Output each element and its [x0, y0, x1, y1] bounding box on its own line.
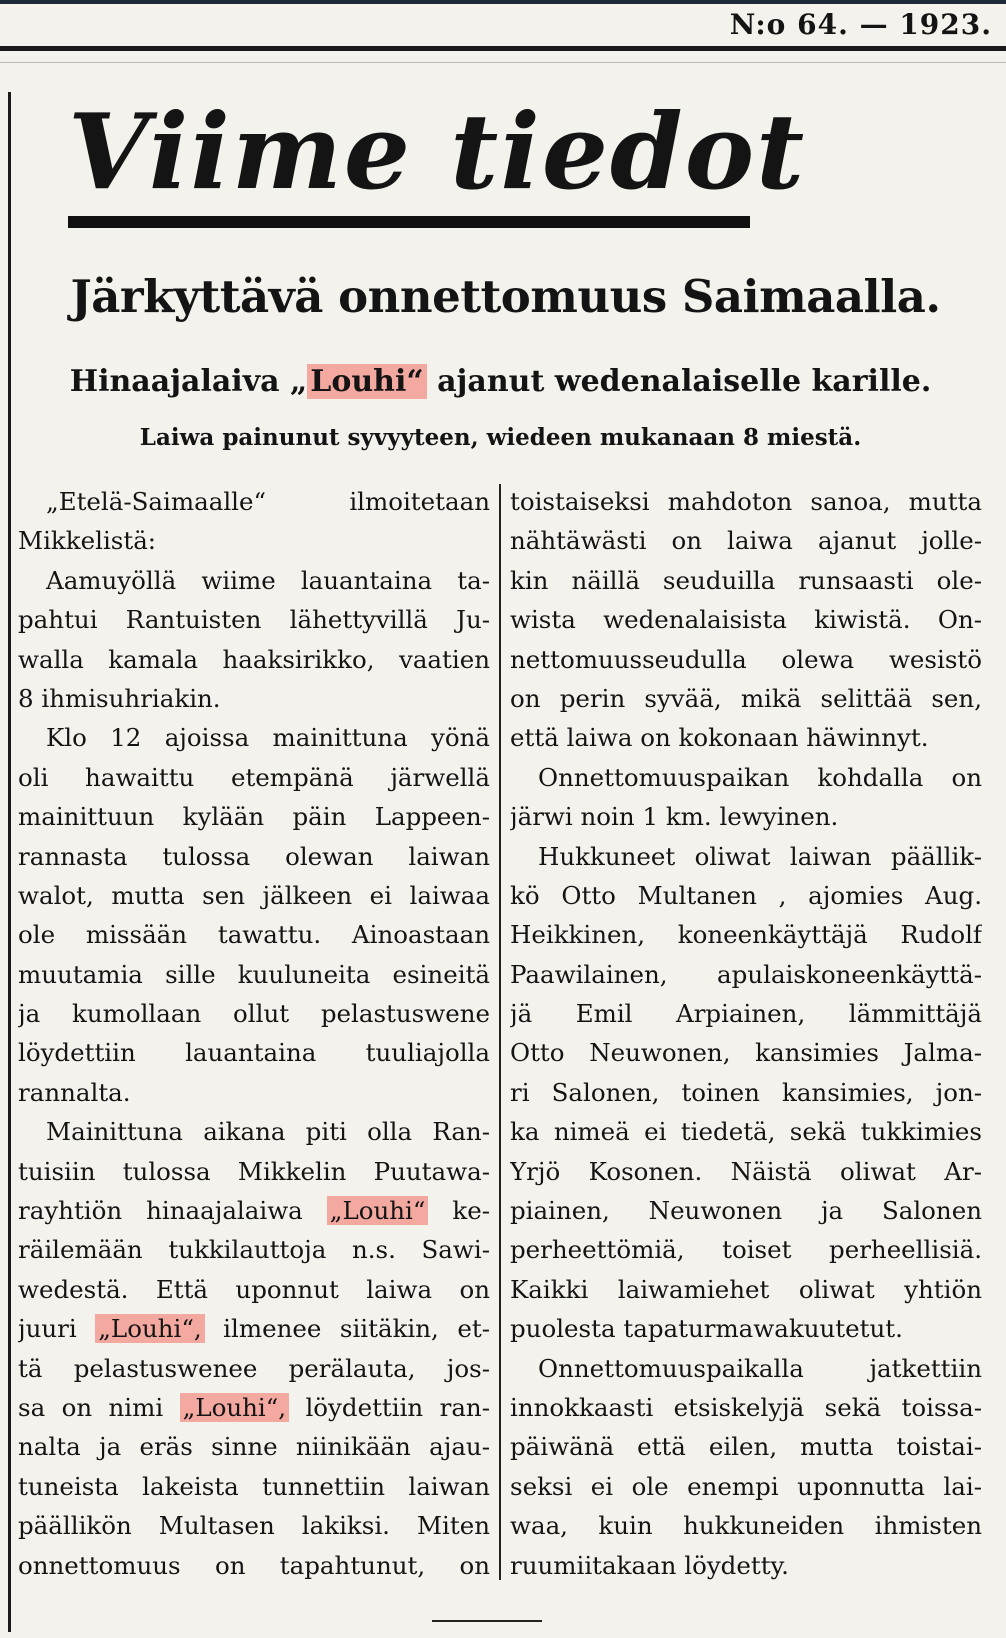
- text-line: löydettiin lauantaina tuuliajolla: [18, 1038, 490, 1068]
- text-line: tuisiin tulossa Mikkelin Puutawa-: [18, 1156, 490, 1186]
- text-line: räilemään tukkilauttoja n.s. Sawi-: [18, 1235, 490, 1265]
- text-line: jä Emil Arpiainen, lämmittäjä: [510, 999, 982, 1029]
- text-line: wista wedenalaisista kiwistä. On-: [510, 605, 982, 635]
- text-line: onnettomuus on tapahtunut, on: [18, 1550, 490, 1580]
- text-line: nettomuusseudulla olewa wesistö: [510, 644, 982, 674]
- article-subhead: [18, 364, 983, 399]
- text-line: Aamuyöllä wiime lauantaina ta-: [46, 565, 490, 595]
- bottom-rule: [432, 1620, 542, 1622]
- text-line: Kaikki laiwamiehet oliwat yhtiön: [510, 1274, 982, 1304]
- right-column: [510, 482, 982, 1585]
- text-line: tuneista lakeista tunnettiin laiwan: [18, 1471, 490, 1501]
- ship-name-highlight: Louhi“: [307, 364, 426, 399]
- text-line: ole missään tawattu. Ainoastaan: [18, 920, 490, 950]
- text-line: Mikkelistä:: [18, 526, 157, 556]
- text-line: nähtäwästi on laiwa ajanut jolle-: [510, 526, 982, 556]
- text-line: Yrjö Kosonen. Näistä oliwat Ar-: [510, 1156, 982, 1186]
- text-line: „Etelä-Saimaalle“ ilmoitetaan: [46, 487, 490, 516]
- ship-name-highlight: „Louhi“: [327, 1196, 429, 1225]
- text-line: rannalta.: [18, 1077, 131, 1107]
- header-rule-thin: [0, 62, 1006, 63]
- text-line: pahtui Rantuisten lähettyvillä Ju-: [18, 605, 490, 635]
- text-line: muutamia sille kuuluneita esineitä: [18, 959, 490, 989]
- text-line: seksi ei ole enempi uponnutta lai-: [510, 1471, 982, 1501]
- text-line: walla kamala haaksirikko, vaatien: [18, 644, 490, 674]
- text-line: ja kumollaan ollut pelastuswene: [18, 999, 490, 1029]
- text-line: tä pelastuswenee perälauta, jos-: [18, 1353, 490, 1383]
- ship-name-highlight: „Louhi“,: [180, 1393, 289, 1422]
- article-deck: Laiwa painunut syvyyteen, wiedeen mukanaan 8 miestä.: [139, 424, 862, 451]
- text-line: päällikön Multasen lakiksi. Miten: [18, 1511, 490, 1541]
- text-fragment: ke-: [428, 1196, 490, 1226]
- subhead-text-after: ajanut wedenalaiselle karille.: [426, 364, 932, 399]
- text-line: että laiwa on kokonaan häwinnyt.: [510, 723, 929, 753]
- subhead-text-before: Hinaajalaiva „: [69, 364, 308, 399]
- text-line: innokkaasti etsiskelyjä sekä toissa-: [510, 1392, 982, 1422]
- text-line: Paawilainen, apulaiskoneenkäyttä-: [510, 959, 982, 989]
- text-fragment: juuri: [18, 1314, 96, 1344]
- text-line: [18, 1309, 490, 1348]
- text-line: toistaiseksi mahdoton sanoa, mutta: [510, 487, 982, 516]
- text-line: nalta ja eräs sinne niinikään ajau-: [18, 1432, 490, 1462]
- text-line: puolesta tapaturmawakuutetut.: [510, 1314, 903, 1344]
- column-divider: [499, 484, 501, 1580]
- text-line: piainen, Neuwonen ja Salonen: [510, 1196, 982, 1226]
- text-line: Hukkuneet oliwat laiwan päällik-: [538, 841, 982, 871]
- text-line: Mainittuna aikana piti olla Ran-: [46, 1117, 490, 1147]
- text-line: Onnettomuuspaikalla jatkettiin: [538, 1353, 982, 1383]
- text-line: on perin syvää, mikä selittää sen,: [510, 683, 982, 713]
- left-column: [18, 482, 490, 1585]
- text-line: [18, 1191, 490, 1230]
- text-line: ka nimeä ei tiedetä, sekä tukkimies: [510, 1117, 982, 1147]
- text-line: ruumiitakaan löydetty.: [510, 1550, 789, 1580]
- title-underline-bar: [68, 216, 750, 228]
- ship-name-highlight: „Louhi“,: [95, 1314, 204, 1343]
- text-line: kö Otto Multanen , ajomies Aug.: [510, 880, 982, 910]
- issue-number: N:o 64. — 1923.: [729, 8, 992, 41]
- text-line: Onnettomuuspaikan kohdalla on: [538, 762, 982, 792]
- text-line: perheettömiä, toiset perheellisiä.: [510, 1235, 982, 1265]
- text-fragment: sa on nimi: [18, 1392, 180, 1422]
- text-line: ri Salonen, toinen kansimies, jon-: [510, 1077, 982, 1107]
- top-edge-stripe: [0, 0, 1006, 4]
- text-fragment: ilmenee siitäkin, et-: [204, 1314, 490, 1344]
- section-title: Viime tiedot: [68, 90, 807, 213]
- text-line: 8 ihmisuhriakin.: [18, 683, 221, 713]
- text-line: kin näillä seuduilla runsaasti ole-: [510, 565, 982, 595]
- text-line: Otto Neuwonen, kansimies Jalma-: [510, 1038, 982, 1068]
- text-line: rannasta tulossa olewan laiwan: [18, 841, 490, 871]
- text-line: waa, kuin hukkuneiden ihmisten: [510, 1511, 982, 1541]
- text-fragment: löydettiin ran-: [289, 1392, 490, 1422]
- text-fragment: rayhtiön hinaajalaiwa: [18, 1196, 327, 1226]
- text-line: Heikkinen, koneenkäyttäjä Rudolf: [510, 920, 982, 950]
- text-line: Klo 12 ajoissa mainittuna yönä: [46, 723, 490, 753]
- article-headline: Järkyttävä onnettomuus Saimaalla.: [70, 270, 941, 323]
- text-line: järwi noin 1 km. lewyinen.: [510, 802, 839, 832]
- text-line: oli hawaittu etempänä järwellä: [18, 762, 490, 792]
- text-line: wedestä. Että uponnut laiwa on: [18, 1274, 490, 1304]
- header-rule: [0, 46, 1006, 51]
- text-line: walot, mutta sen jälkeen ei laiwaa: [18, 880, 490, 910]
- left-frame-rule: [8, 92, 11, 1632]
- text-line: [18, 1388, 490, 1427]
- text-line: päiwänä että eilen, mutta toistai-: [510, 1432, 982, 1462]
- text-line: mainittuun kylään päin Lappeen-: [18, 802, 490, 832]
